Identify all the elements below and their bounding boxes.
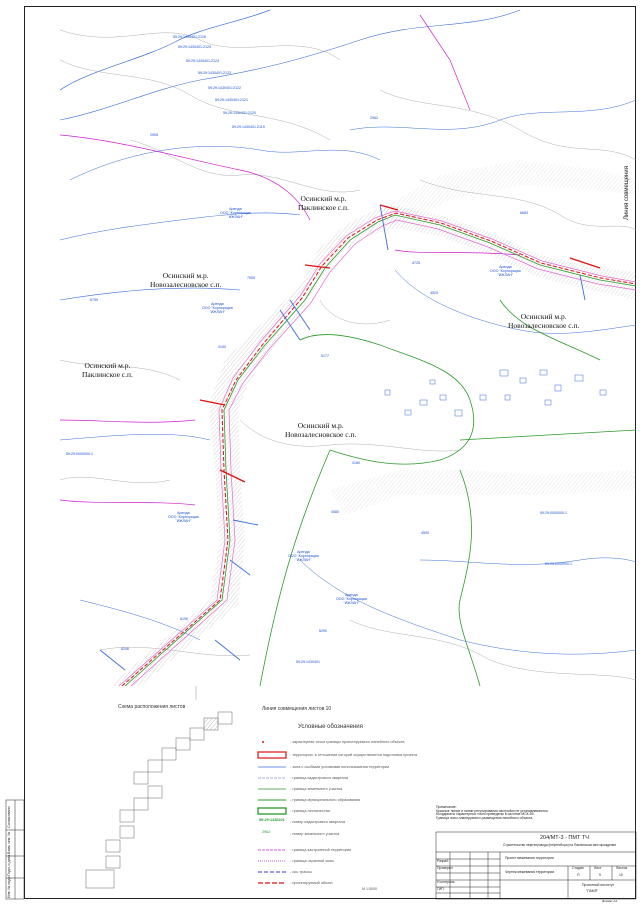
settlement-name: Паклинское с.п. [298, 202, 349, 212]
legend-item: - номер кадастрового квартала [290, 820, 345, 824]
parcel-number: 4580 [331, 510, 339, 514]
region-label [285, 422, 356, 439]
stamp-row-label: ГИП [437, 887, 444, 891]
legend-code-sample: 59:29:1430401 [259, 818, 285, 822]
cadastral-number: 59:29:1430401:2121 [215, 98, 248, 102]
settlement-name: Новозалесновское с.п. [285, 429, 357, 439]
legend-item: - граница муниципального образования [290, 798, 361, 802]
lease-line: Аренда [177, 511, 190, 515]
parcel-number: 4525 [430, 291, 438, 295]
lease-line: ООО "Корпорация [168, 514, 199, 519]
legend-item: - граница застроенной территории [290, 848, 352, 852]
parcel-number: 4590 [421, 531, 429, 535]
settlement-name: Паклинское с.п. [82, 369, 133, 379]
stamp-sheets: 10 [619, 873, 623, 877]
parcel-number: 6190 [180, 617, 188, 621]
lease-line: Аренда [297, 550, 310, 554]
lease-line: ООО "Корпорация [336, 596, 367, 601]
note-line: Примечание: [436, 805, 457, 809]
lease-line: Аренда [345, 593, 358, 597]
company-label: Проектный институт [582, 883, 615, 887]
side-stamp-label: Подп. и дата [7, 854, 11, 876]
match-line-label: Линия совмещения [624, 166, 630, 220]
lease-line: Аренда [229, 207, 242, 211]
project-title: Строительство нефтепровода (нефтесбора) на Паклинском месторождении [503, 843, 617, 847]
note-line: Координаты характерных точек приведены в системе МСК-59. [436, 812, 535, 817]
stamp-col-sheet: Лист [594, 866, 602, 870]
parcel-number: 5177 [321, 354, 329, 358]
stamp-row-label: Проверил [437, 866, 453, 870]
lease-label [336, 594, 367, 606]
lease-line: ООО "Корпорация [490, 268, 521, 273]
parcel-number: 4180 [352, 461, 360, 465]
district-name: Осинский м.р. [162, 271, 209, 280]
legend-item: - зона с особыми условиями использования территории [290, 765, 390, 769]
scheme-title: Схема расположения листов [118, 704, 186, 710]
district-name: Осинский м.р. [297, 421, 344, 430]
parcel-number: 4190 [218, 345, 226, 349]
cadastral-number: 59:29:1430401:2123 [198, 71, 231, 75]
scale-note: М 1:5000 [362, 887, 377, 891]
lease-label [490, 266, 521, 278]
lease-line: "ИЖЛАН" [295, 557, 312, 562]
lease-line: "ИЖЛАН" [497, 272, 514, 277]
legend-code-sample: 2962 [262, 830, 271, 834]
lease-line: "ИЖЛАН" [227, 214, 244, 219]
cadastral-number: 59:29:1430401:2124 [186, 59, 219, 63]
settlement-name: Новозалесновское с.п. [150, 279, 222, 289]
lease-line: ООО "Корпорация [288, 553, 319, 558]
document-code: 204/МТ-3 - ПМТ ТЧ [540, 835, 589, 841]
parcel-number: 6683 [520, 211, 528, 215]
cadastral-number: 59:29:0000000:1 [545, 562, 572, 566]
cadastral-number: 59:29:1430401:2119 [232, 125, 265, 129]
lease-line: Аренда [211, 302, 224, 306]
legend-item: - граница лесничества [290, 809, 330, 813]
cadastral-number: 59:29:0000000:1 [540, 511, 567, 515]
district-name: Осинский м.р. [300, 194, 347, 203]
stamp-sheet: 9 [599, 873, 601, 877]
parcel-number: 4725 [412, 261, 420, 265]
lease-label [202, 303, 233, 315]
match-line-title: Линия совмещения листов 10 [262, 706, 332, 712]
region-label [150, 272, 221, 289]
parcel-number: 6759 [90, 298, 98, 302]
company-name: "ПАМП" [586, 889, 599, 893]
district-name: Осинский м.р. [520, 312, 567, 321]
cadastral-number: 59:29:1430401:2120 [223, 111, 256, 115]
lease-line: ООО "Корпорация [202, 305, 233, 310]
parcel-number: 6290 [319, 629, 327, 633]
legend-item: - характерная точка границы проектируемого линейного объекта [290, 740, 405, 744]
note-line: Красные линии и линии регулирования застройки не устанавливаются. [436, 808, 549, 813]
section-title: Проект межевания территории [505, 856, 554, 860]
legend-item: - граница земельного участка [290, 787, 343, 791]
settlement-name: Новозалесновское с.п. [508, 320, 580, 330]
note-line: Граница зоны планируемого размещения линейного объекта. [436, 816, 534, 821]
region-label [298, 195, 349, 212]
lease-line: ООО "Корпорация [220, 210, 251, 215]
lease-line: "ИЖЛАН" [209, 309, 226, 314]
lease-label [168, 512, 199, 524]
stamp-row-label: Разраб. [437, 859, 450, 863]
region-label [508, 313, 579, 330]
cadastral-number: 59:29:1430401:2126 [173, 35, 206, 39]
lease-line: "ИЖЛАН" [343, 600, 360, 605]
side-stamp-label: Согласовано [7, 806, 11, 828]
parcel-number: 6246 [121, 647, 129, 651]
side-stamp-label: Взам. инв. № [7, 831, 11, 854]
notes-block [436, 806, 548, 821]
legend-item: - граница охранной зоны [290, 859, 334, 863]
legend-item: - проектируемый объект [290, 881, 333, 885]
cadastral-number: 59:29:1430401 [296, 660, 320, 664]
cadastral-number: 59:29:0000000:1 [66, 452, 93, 456]
parcel-number: 2962 [370, 116, 378, 120]
cadastral-number: 59:29:1430401:2125 [178, 45, 211, 49]
stamp-col-sheets: Листов [616, 866, 628, 870]
parcel-number: 2905 [150, 133, 158, 137]
district-name: Осинский м.р. [84, 361, 131, 370]
legend-item: - территория, в отношении которой осуществляется подготовка проекта [290, 753, 418, 757]
parcel-number: 7055 [247, 276, 255, 280]
cadastral-number: 59:29:1430401:2122 [208, 86, 241, 90]
side-stamp-label: Инв. № подл. [7, 875, 11, 898]
legend-item: - номер земельного участка [290, 832, 340, 836]
legend-item: - ось трассы [290, 870, 312, 874]
lease-line: "ИЖЛАН" [175, 518, 192, 523]
lease-line: Аренда [499, 265, 512, 269]
lease-label [220, 208, 251, 220]
stamp-row-label: Н.контроль [437, 880, 455, 884]
stamp-col-stage: Стадия [572, 866, 584, 870]
sheet-format: Формат А1 [602, 899, 618, 903]
region-label [82, 362, 133, 379]
drawing-title: Чертеж межевания территории [505, 870, 555, 874]
legend-item: - граница кадастрового квартала [290, 776, 348, 780]
stamp-stage: П [577, 873, 580, 877]
legend-title: Условные обозначения [298, 724, 363, 730]
lease-label [288, 551, 319, 563]
